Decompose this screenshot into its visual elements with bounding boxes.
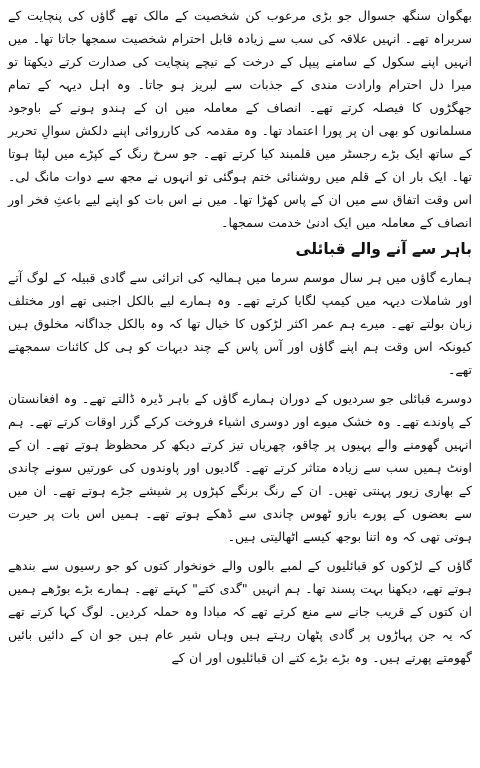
section-paragraph-1: ہمارے گاؤں میں ہر سال موسم سرما میں ہمالیہ کی اترائی سے گادی قبیلہ کے لوگ آتے اور شاملات دیہہ میں کیمپ لگایا کرتے تھے۔ وہ ہمارے لیے بالکل اجنبی تھے اور مختلف زبان بولتے تھے۔ میرے ہم عمر اکثر لڑکوں کا خیال تھا کہ وہ بالکل جداگانہ مخلوق ہیں کیونکہ اس وقت ہم اپنے گاؤں اور آس پاس کے چند دیہات کو ہی کل کائنات سمجھتے تھے۔: [8, 270, 472, 377]
intro-paragraph: بھگوان سنگھ جسوال جو بڑی مرعوب کن شخصیت کے مالک تھے گاؤں کی پنچایت کے سربراہ تھے۔ انہیں علاقہ کی سب سے زیادہ قابل احترام شخصیت سمجھا جاتا تھا۔ میں انہیں اپنے سکول کے سامنے پیپل کے درخت کے نیچے پنچایت کی صدارت کرتے دیکھتا تو میرا دل احترام وارادت مندی کے جذبات سے لبریز ہو جاتا۔ وہ اہل دیہہ کے تمام جھگڑوں کا فیصلہ کرتے تھے۔ انصاف کے معاملہ میں ان کے ہندو ہونے کے باوجود مسلمانوں کو بھی ان پر پورا اعتماد تھا۔ وہ مقدمہ کی کارروائی اپنے دلکش سوالِ تحریر کے ساتھ ایک بڑے رجسٹر میں قلمبند کیا کرتے تھے۔ جو سرخ رنگ کے کپڑے میں لپٹا ہوتا تھا۔ ایک بار ان کے قلم میں روشنائی ختم ہوگئی تو انہوں نے مجھ سے دوات مانگ لی۔ اس وقت اتفاق سے میں ان کے پاس کھڑا تھا۔ میں نے اس بات کو اپنے لیے باعثِ فخر اور انصاف کے معاملہ میں ایک ادنیٰ خدمت سمجھا۔: [8, 8, 472, 230]
section-heading: باہر سے آنے والے قبائلی: [295, 240, 472, 258]
section-paragraph-3: گاؤں کے لڑکوں کو قبائلیوں کے لمبے بالوں والے خونخوار کتوں کو جو رسیوں سے بندھے ہوتے تھے، دیکھنا بہت پسند تھا۔ ہم انہیں "گدی کتے" کہتے تھے۔ ہمارے بڑے بوڑھے ہمیں ان کتوں کے قریب جانے سے منع کرتے تھے کہ مبادا وہ حملہ کردیں۔ لوگ کہا کرتے تھے کہ یہ جن پہاڑوں پر گادی پٹھان رہتے ہیں وہاں شیر عام ہیں جو ان کے دائیں بائیں گھومتے پھرتے ہیں۔ وہ بڑے بڑے کتے ان قبائلیوں اور ان کے: [8, 558, 472, 665]
section-paragraph-2: دوسرے قبائلی جو سردیوں کے دوران ہمارے گاؤں کے باہر ڈیرہ ڈالتے تھے۔ وہ افغانستان کے پاوندے تھے۔ وہ خشک میوے اور دوسری اشیاء فروخت کرکے گزر اوقات کرتے تھے۔ ہم انہیں گھومنے والے پہیوں پر چاقو، چھریاں تیز کرتے دیکھ کر محظوظ ہوتے تھے۔ ان کے اونٹ ہمیں سب سے زیادہ متاثر کرتے تھے۔ گادیوں اور پاوندوں کی عورتیں سونے چاندی کے بھاری زیور پہنتی تھیں۔ ان کے رنگ برنگے کپڑوں پر شیشے جڑے ہوتے تھے۔ ان میں سے بعضوں کے پورے بازو ٹھوس چاندی سے ڈھکے ہوتے تھے۔ ہمیں اس بات پر حیرت ہوتی تھی کہ وہ اتنا بوجھ کیسے اٹھالیتی ہیں۔: [8, 391, 472, 544]
